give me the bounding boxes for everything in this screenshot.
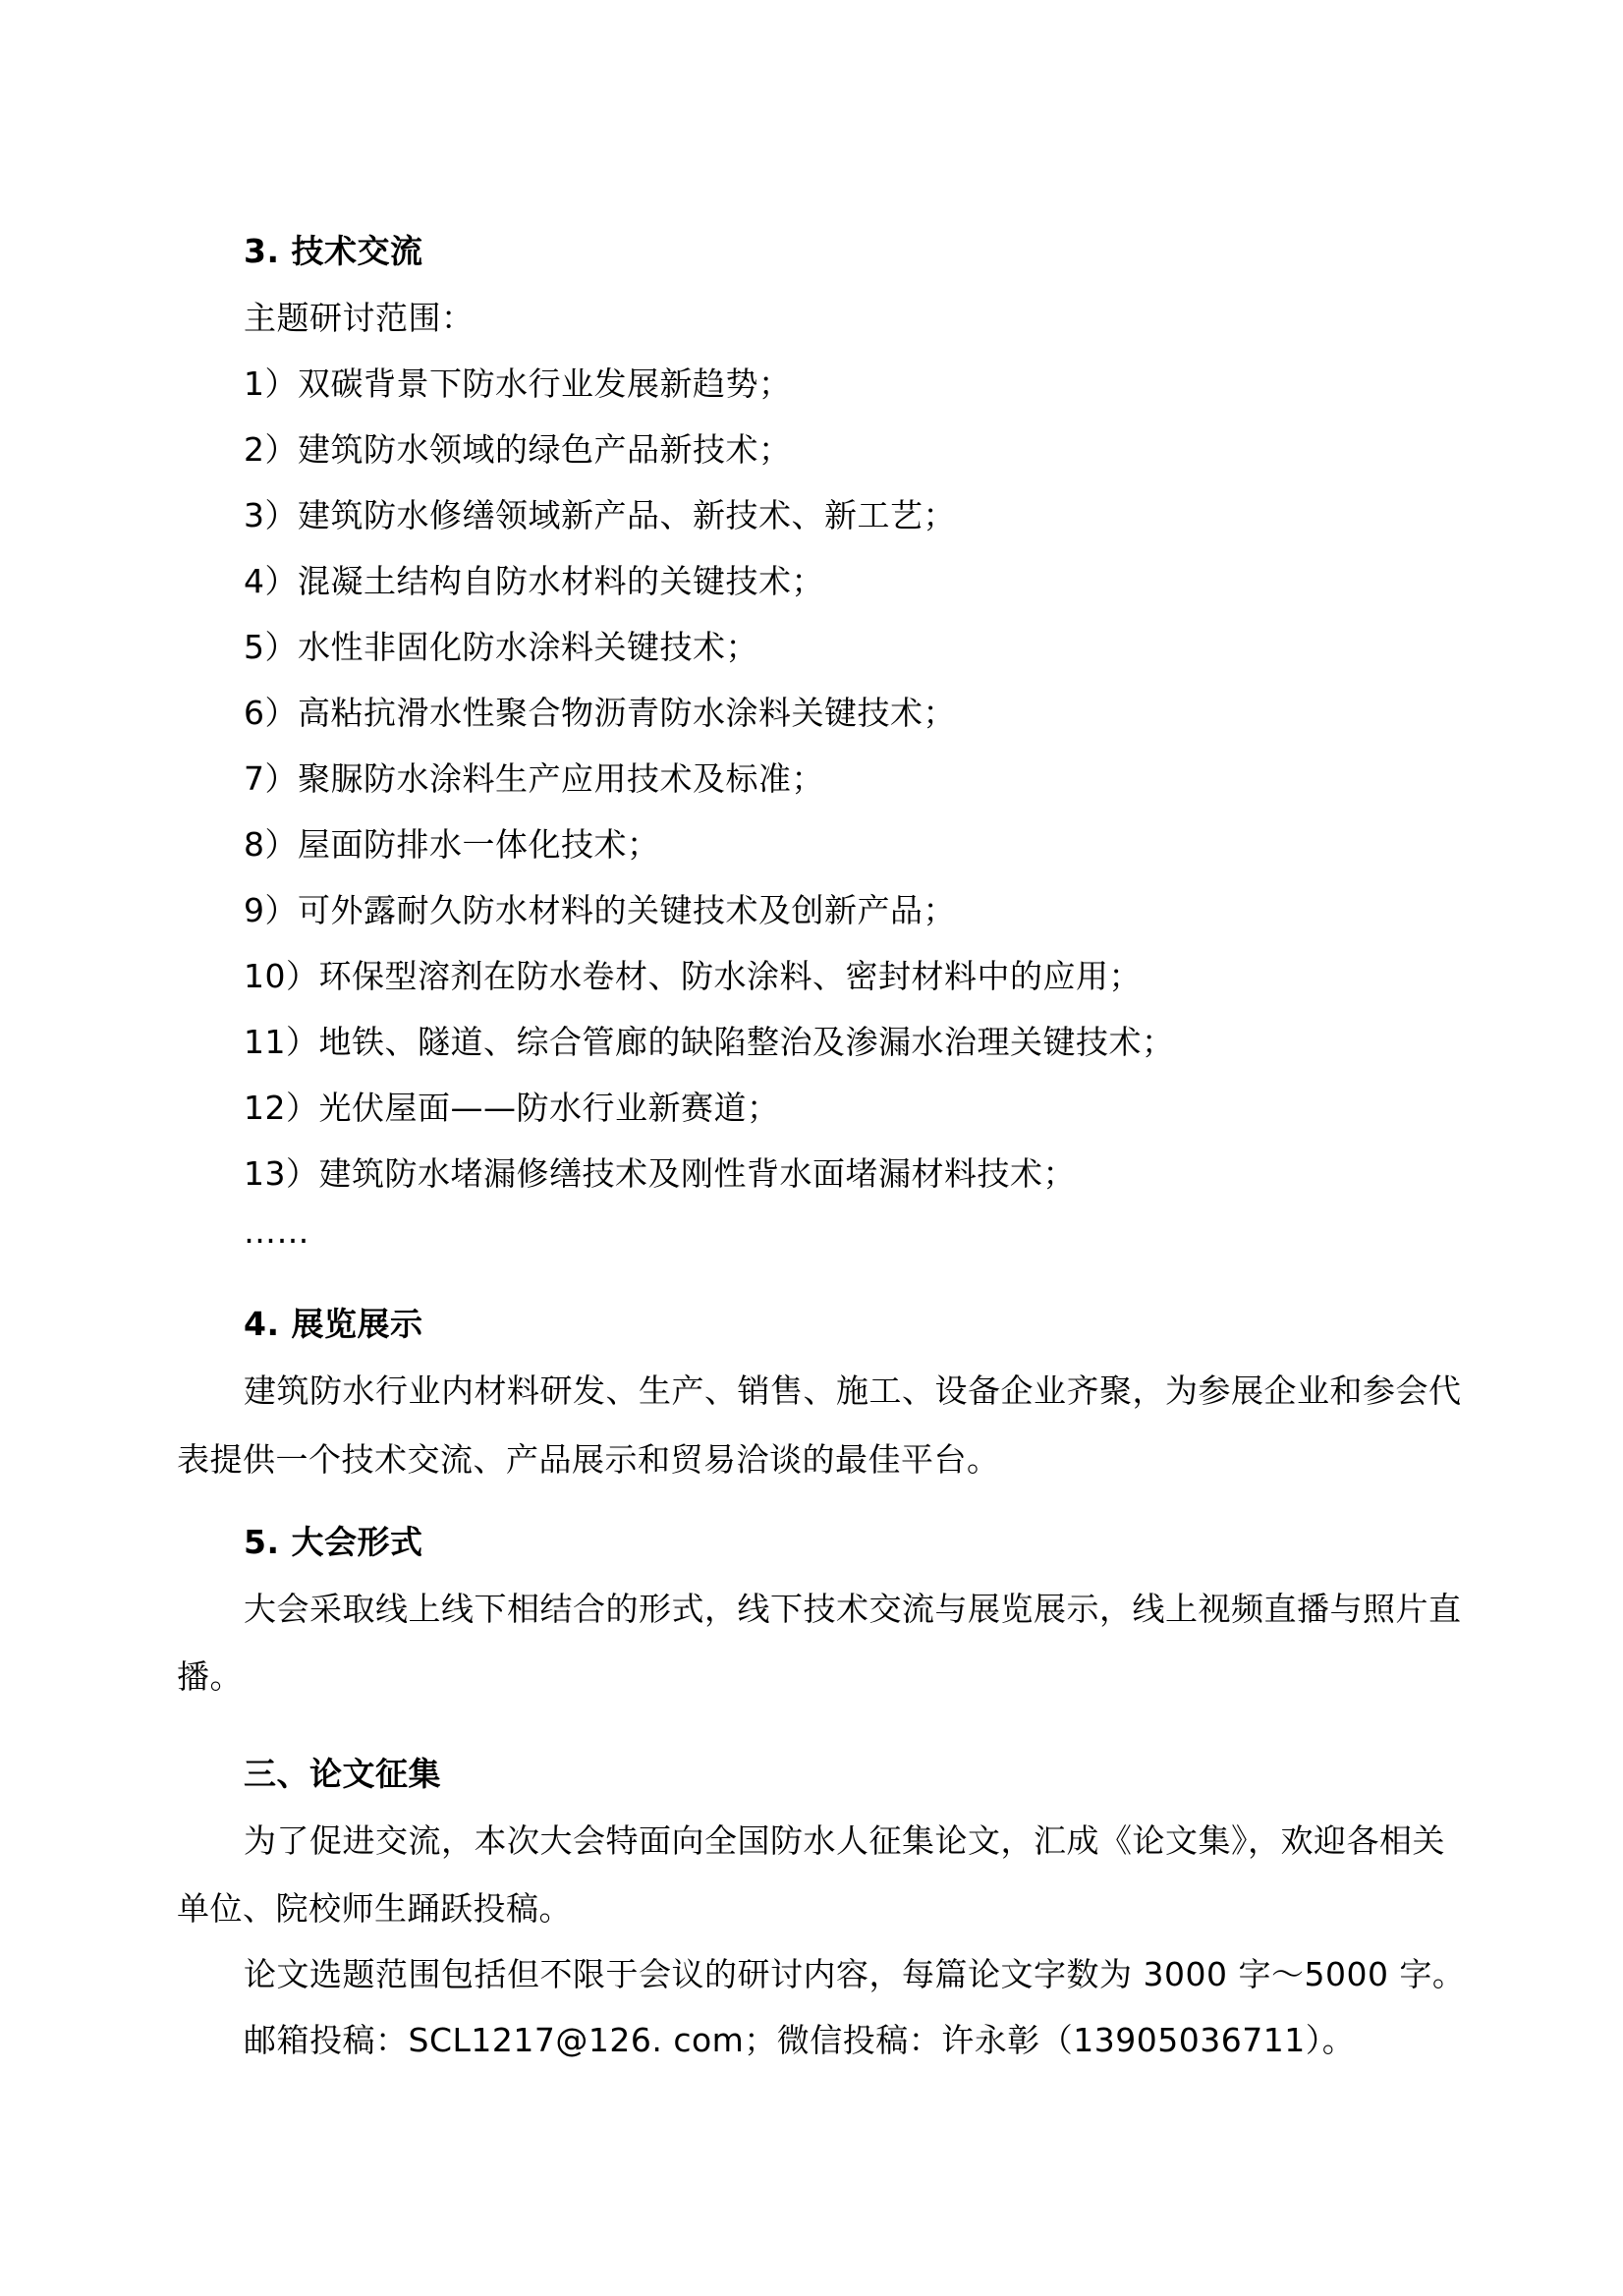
paragraph-line: 为了促进交流，本次大会特面向全国防水人征集论文，汇成《论文集》，欢迎各相关 xyxy=(244,1821,1445,1860)
list-item: 4）混凝土结构自防水材料的关键技术； xyxy=(244,562,824,600)
section-4-heading: 4. 展览展示 xyxy=(244,1305,423,1343)
paragraph-line: 表提供一个技术交流、产品展示和贸易洽谈的最佳平台。 xyxy=(177,1440,1000,1479)
section-3-heading: 3. 技术交流 xyxy=(244,232,423,270)
papers-heading: 三、论文征集 xyxy=(244,1755,441,1793)
paragraph-line: 建筑防水行业内材料研发、生产、销售、施工、设备企业齐聚，为参展企业和参会代 xyxy=(244,1372,1462,1410)
list-item: 9）可外露耐久防水材料的关键技术及创新产品； xyxy=(244,891,956,929)
list-item: 8）屋面防排水一体化技术； xyxy=(244,825,660,864)
section-5-heading: 5. 大会形式 xyxy=(244,1523,423,1561)
list-item: 3）建筑防水修缮领域新产品、新技术、新工艺； xyxy=(244,496,956,534)
list-item: 5）水性非固化防水涂料关键技术； xyxy=(244,628,758,666)
section-3-intro: 主题研讨范围： xyxy=(244,299,475,337)
paragraph-line: 大会采取线上线下相结合的形式，线下技术交流与展览展示，线上视频直播与照片直 xyxy=(244,1590,1462,1628)
paragraph-line: 播。 xyxy=(177,1657,243,1696)
list-ellipsis: …… xyxy=(244,1212,309,1251)
contact-line: 邮箱投稿：SCL1217@126. com；微信投稿：许永彰（13905036711）。 xyxy=(244,2021,1356,2059)
list-item: 6）高粘抗滑水性聚合物沥青防水涂料关键技术； xyxy=(244,694,956,732)
list-item: 2）建筑防水领域的绿色产品新技术； xyxy=(244,430,792,469)
list-item: 7）聚脲防水涂料生产应用技术及标准； xyxy=(244,759,824,798)
paragraph-line: 论文选题范围包括但不限于会议的研讨内容，每篇论文字数为 3000 字～5000 字。 xyxy=(244,1955,1466,1993)
paragraph-line: 单位、院校师生踊跃投稿。 xyxy=(177,1889,572,1928)
list-item: 13）建筑防水堵漏修缮技术及刚性背水面堵漏材料技术； xyxy=(244,1154,1076,1193)
list-item: 11）地铁、隧道、综合管廊的缺陷整治及渗漏水治理关键技术； xyxy=(244,1023,1175,1061)
list-item: 12）光伏屋面——防水行业新赛道； xyxy=(244,1089,780,1127)
list-item: 1）双碳背景下防水行业发展新趋势； xyxy=(244,364,792,403)
list-item: 10）环保型溶剂在防水卷材、防水涂料、密封材料中的应用； xyxy=(244,957,1142,995)
